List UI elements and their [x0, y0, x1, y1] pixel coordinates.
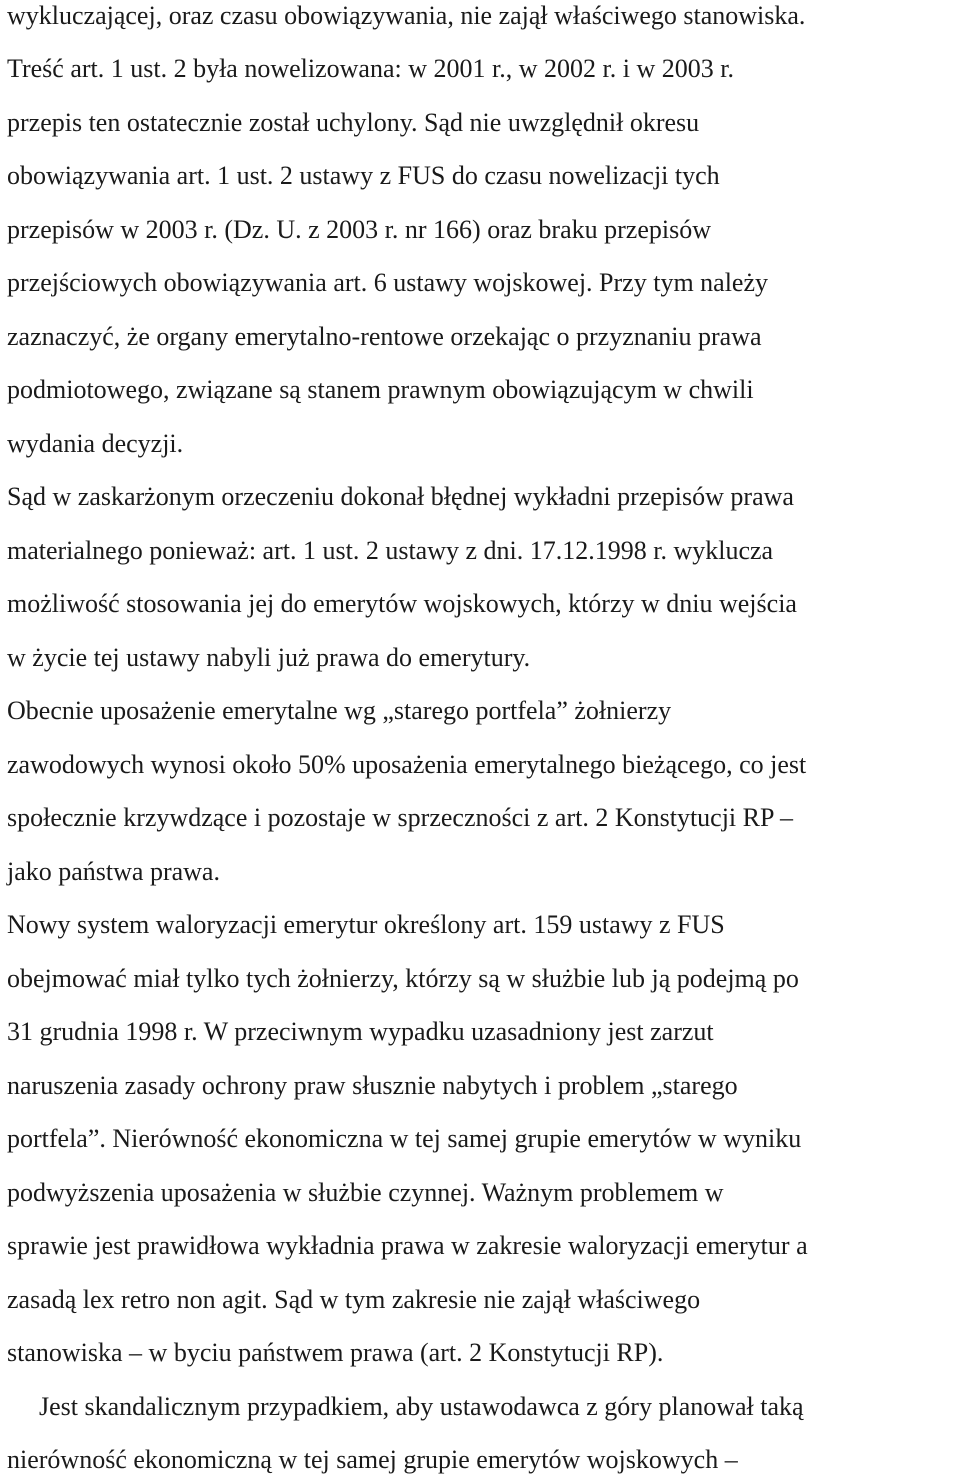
text-line: Nowy system waloryzacji emerytur określony art. 159 ustawy z FUS [7, 910, 725, 939]
text-line: Sąd w zaskarżonym orzeczeniu dokonał błędnej wykładni przepisów prawa [7, 482, 794, 511]
text-line: Treść art. 1 ust. 2 była nowelizowana: w 2001 r., w 2002 r. i w 2003 r. [7, 54, 734, 83]
text-line: obowiązywania art. 1 ust. 2 ustawy z FUS do czasu nowelizacji tych [7, 161, 720, 190]
text-line: przepisów w 2003 r. (Dz. U. z 2003 r. nr 166) oraz braku przepisów [7, 215, 711, 244]
text-line: sprawie jest prawidłowa wykładnia prawa w zakresie waloryzacji emerytur a [7, 1231, 808, 1260]
text-line: przejściowych obowiązywania art. 6 ustawy wojskowej. Przy tym należy [7, 268, 769, 297]
text-line: możliwość stosowania jej do emerytów wojskowych, którzy w dniu wejścia [7, 589, 797, 618]
text-line-indented: Jest skandalicznym przypadkiem, aby ustawodawca z góry planował taką [39, 1392, 804, 1421]
text-line: wykluczającej, oraz czasu obowiązywania, nie zajął właściwego stanowiska. [7, 1, 806, 30]
text-line: wydania decyzji. [7, 429, 184, 458]
text-line: w życie tej ustawy nabyli już prawa do emerytury. [7, 643, 531, 672]
text-line: jako państwa prawa. [7, 857, 220, 886]
text-line: zaznaczyć, że organy emerytalno-rentowe orzekając o przyznaniu prawa [7, 322, 762, 351]
text-line: zawodowych wynosi około 50% uposażenia emerytalnego bieżącego, co jest [7, 750, 807, 779]
text-line: obejmować miał tylko tych żołnierzy, którzy są w służbie lub ją podejmą po [7, 964, 799, 993]
text-line: nierówność ekonomiczną w tej samej grupie emerytów wojskowych – [7, 1445, 738, 1474]
text-line: przepis ten ostatecznie został uchylony. Sąd nie uwzględnił okresu [7, 108, 700, 137]
text-line: zasadą lex retro non agit. Sąd w tym zakresie nie zajął właściwego [7, 1285, 701, 1314]
text-line: społecznie krzywdzące i pozostaje w sprzeczności z art. 2 Konstytucji RP – [7, 803, 793, 832]
text-line: stanowiska – w byciu państwem prawa (art. 2 Konstytucji RP). [7, 1338, 664, 1367]
text-line: materialnego ponieważ: art. 1 ust. 2 ustawy z dni. 17.12.1998 r. wyklucza [7, 536, 774, 565]
text-line: naruszenia zasady ochrony praw słusznie nabytych i problem „starego [7, 1071, 738, 1100]
text-line: podmiotowego, związane są stanem prawnym obowiązującym w chwili [7, 375, 754, 404]
text-line: Obecnie uposażenie emerytalne wg „starego portfela” żołnierzy [7, 696, 672, 725]
text-line: podwyższenia uposażenia w służbie czynnej. Ważnym problemem w [7, 1178, 724, 1207]
text-line: portfela”. Nierówność ekonomiczna w tej samej grupie emerytów w wyniku [7, 1124, 802, 1153]
text-line: 31 grudnia 1998 r. W przeciwnym wypadku uzasadniony jest zarzut [7, 1017, 714, 1046]
